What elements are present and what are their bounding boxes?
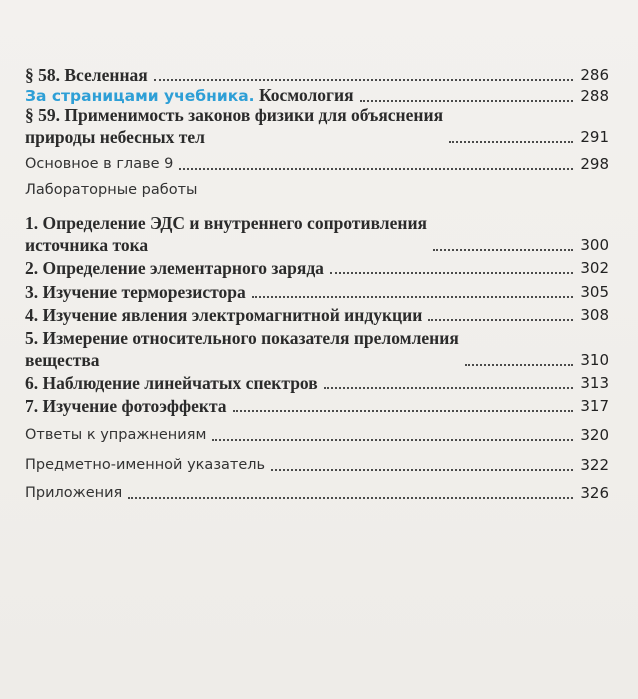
dot-leader [449,140,573,143]
section-heading-labs: Лабораторные работы [25,182,198,198]
toc-entry-lab-1 [25,212,609,256]
toc-entry-label: Основное в главе 9 [25,156,174,172]
toc-entry-label-line2: природы небесных тел [25,127,205,147]
dot-leader [330,271,573,274]
toc-entry-lab-2 [25,257,609,279]
toc-page-number: 313 [580,374,609,392]
toc-page-number: 310 [580,351,609,369]
toc-entry-label: 3. Изучение терморезистора [25,282,246,302]
toc-entry-label: 6. Наблюдение линейчатых спектров [25,373,318,393]
dot-leader [271,468,573,471]
toc-entry-index [25,454,609,476]
dot-leader [233,409,574,412]
toc-page-number: 317 [580,397,609,415]
toc-page-number: 320 [580,426,609,444]
toc-page-number: 302 [580,259,609,277]
toc-entry-label: Предметно-именной указатель [25,457,266,473]
toc-page-number: 298 [580,155,609,173]
dot-leader [324,386,574,389]
toc-entry-chapter-summary [25,153,609,175]
toc-entry-58 [25,64,609,86]
toc-page-number: 300 [580,236,609,254]
dot-leader [428,318,573,321]
toc-page-number: 322 [580,456,609,474]
toc-entry-answers [25,424,609,446]
toc-page-number: 326 [580,484,609,502]
dot-leader [179,167,573,170]
toc-entry-label: 2. Определение элементарного заряда [25,258,324,278]
toc-page-number: 308 [580,306,609,324]
toc-entry-label-line1: § 59. Применимость законов физики для объяснения [25,105,444,125]
toc-page-number: 286 [580,66,609,84]
toc-entry-label: § 58. Вселенная [25,65,148,85]
toc-entry-label-line1: 1. Определение ЭДС и внутреннего сопротивления [25,213,428,233]
toc-entry-appendix [25,482,609,504]
toc-entry-label: Космология [258,85,354,105]
toc-entry-lab-5 [25,327,609,371]
toc-entry-label: Ответы к упражнениям [25,427,207,443]
toc-page-number: 305 [580,283,609,301]
toc-entry-lab-6 [25,372,609,394]
toc-entry-lab-7 [25,395,609,417]
dot-leader [465,363,574,366]
toc-entry-label: Приложения [25,485,123,501]
dot-leader [212,438,573,441]
toc-page-number: 291 [580,128,609,146]
dot-leader [128,496,573,499]
toc-entry-label: 7. Изучение фотоэффекта [25,396,227,416]
toc-entry-label-line1: 5. Измерение относительного показателя преломления [25,328,459,348]
dot-leader [360,99,574,102]
dot-leader [154,78,574,81]
toc-entry-lab-3 [25,281,609,303]
toc-entry-lab-4 [25,304,609,326]
toc-entry-label-line2: вещества [25,350,100,370]
toc-entry-59 [25,104,609,148]
dot-leader [433,248,573,251]
toc-entry-label: 4. Изучение явления электромагнитной индукции [25,305,423,325]
toc-entry-label-line2: источника тока [25,235,149,255]
toc-entry-prefix: За страницами учебника. [25,87,255,105]
dot-leader [252,295,574,298]
toc-page-number: 288 [580,87,609,105]
